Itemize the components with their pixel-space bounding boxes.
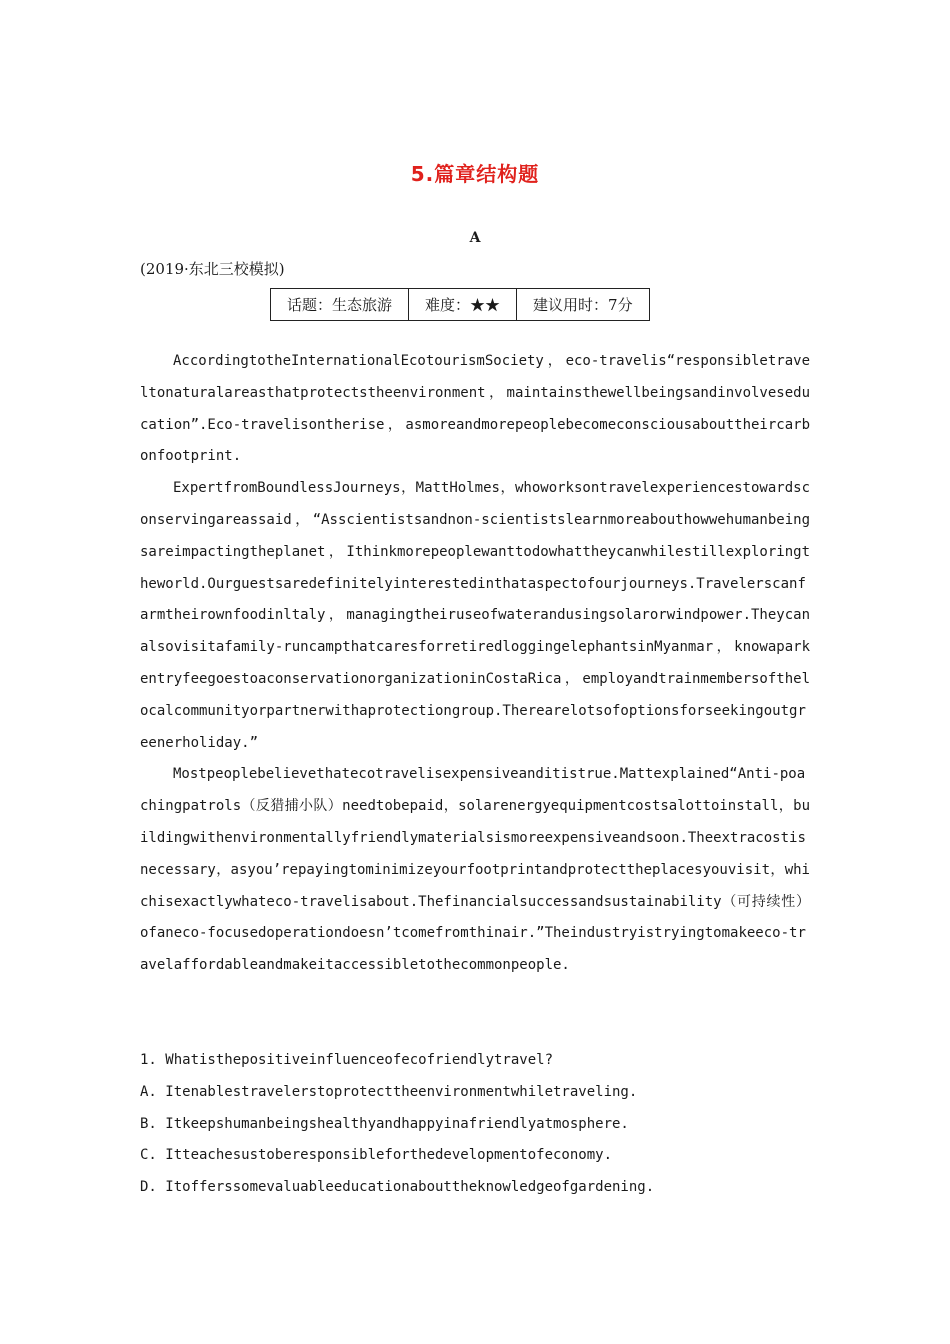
section-label: A <box>469 230 481 246</box>
option-b[interactable]: B. Itkeepshumanbeingshealthyandhappyinafriendlyatmosphere. <box>140 1115 629 1132</box>
option-a[interactable]: A. Itenablestravelerstoprotecttheenvironmentwhiletraveling. <box>140 1083 638 1100</box>
topic-cell: 话题：生态旅游 <box>271 289 409 321</box>
passage-paragraph: ExpertfromBoundlessJourneys，MattHolmes，whoworksontravelexperiencestowardsconservingareassaid，“Asscientistsandnon-scientistslearnmoreabouthowwehumanbeingsareimpactingtheplanet，Ithinkmorepeoplewanttodowhattheycanwhilestillexploringtheworld.Ourguestsaredefinitelyinterestedinthataspectofourjourneys.Travelerscanfarmtheirownfoodinltaly，managingtheiruseofwaterandusingsolarorwindpower.Theycanalsovisitafamily-runcampthatcaresforretiredloggingelephantsinMyanmar，knowaparkentryfeegoestoaconservationorganizationinCostaRica，employandtrainmembersofthelocalcommunityorpartnerwithaprotectiongroup.Therearelotsofoptionsforseekingoutgreenerholiday.” <box>140 480 810 751</box>
time-cell: 建议用时：7分 <box>517 289 650 321</box>
passage-paragraph: Mostpeoplebelievethatecotravelisexpensiveanditistrue.Mattexplained“Anti-poachingpatrols（反猎捕小队）needtobepaid，solarenergyequipmentcostsalottoinstall，buildingwithenvironmentallyfriendlymaterialsismoreexpensiveandsoon.Theextracostisnecessary，asyou’repayingtominimizeyourfootprintandprotecttheplacesyouvisit，whichisexactlywhateco-travelisabout.Thefinancialsuccessandsustainability（可持续性）ofaneco-focusedoperationdoesn’tcomefromthinair.”Theindustryistryingtomakeeco-travelaffordableandmakeitaccessibletothecommonpeople. <box>140 766 810 974</box>
question-block <box>140 1045 810 1204</box>
info-table <box>270 288 650 321</box>
option-c[interactable]: C. Itteachesustoberesponsibleforthedevelopmentofeconomy. <box>140 1147 613 1164</box>
option-d[interactable]: D. Itofferssomevaluableeducationabouttheknowledgeofgardening. <box>140 1179 655 1196</box>
reading-passage <box>140 346 810 982</box>
source-note: (2019·东北三校模拟) <box>140 260 285 278</box>
passage-paragraph: AccordingtotheInternationalEcotourismSociety，eco-travelis“responsibletraveltonaturalareasthatprotectstheenvironment，maintainsthewellbeingsandinvolveseducation”.Eco-travelisontherise，asmoreandmorepeoplebecomeconsciousabouttheircarbonfootprint. <box>140 353 810 465</box>
difficulty-cell: 难度：★★ <box>409 289 517 321</box>
question-stem: 1. Whatisthepositiveinfluenceofecofriendlytravel? <box>140 1052 554 1068</box>
page-title: 5.篇章结构题 <box>410 162 540 186</box>
